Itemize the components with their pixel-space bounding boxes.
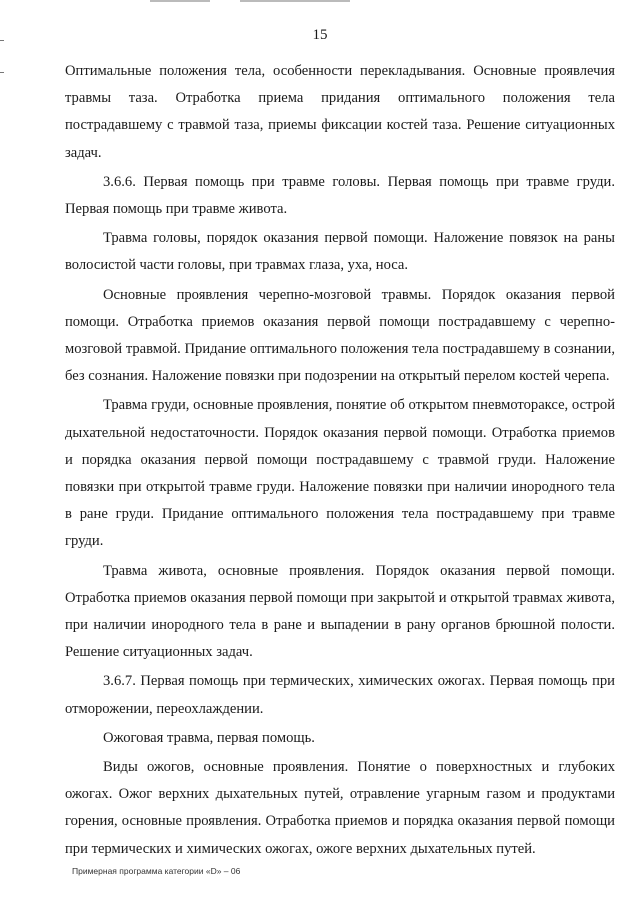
- body-text: [65, 58, 615, 865]
- paragraph: Основные проявления черепно-мозговой травмы. Порядок оказания первой помощи. Отработка приемов оказания первой помощи пострадавшему с черепно-мозговой травмой. Придание оптимального положения тела пострадавшему в сознании, без сознания. Наложение повязки при подозрении на открытый перелом костей черепа.: [65, 286, 615, 385]
- paragraph: Ожоговая травма, первая помощь.: [103, 729, 315, 746]
- paragraph: Оптимальные положения тела, особенности перекладывания. Основные проявлечия травмы таза. Отработка приема придания оптимального положения тела пострадавшему с травмой таза, приемы фиксации костей таза. Решение ситуационных задач.: [65, 63, 615, 161]
- paragraph: 3.6.7. Первая помощь при термических, химических ожогах. Первая помощь при отморожении, переохлаждении.: [65, 673, 615, 717]
- scan-artifact: [240, 0, 350, 2]
- footer-note: Примерная программа категории «D» – 06: [72, 866, 241, 876]
- paragraph: Травма головы, порядок оказания первой помощи. Наложение повязок на раны волосистой части головы, при травмах глаза, уха, носа.: [65, 230, 615, 274]
- page-number: 15: [312, 27, 328, 43]
- paragraph: Виды ожогов, основные проявления. Понятие о поверхностных и глубоких ожогах. Ожог верхних дыхательных путей, отравление угарным газом и продуктами горения, основные проявления. Отработка приемов и порядка оказания первой помощи при термических и химических ожогах, ожоге верхних дыхательных путей.: [65, 759, 615, 857]
- paragraph: Травма груди, основные проявления, понятие об открытом пневмотораксе, острой дыхательной недостаточности. Порядок оказания первой помощи. Отработка приемов и порядка оказания первой помощи пострадавшему с травмой груди. Наложение повязки при открытой травме груди. Наложение повязки при наличии инородного тела в ране груди. Придание оптимального положения тела пострадавшему при травме груди.: [65, 397, 615, 550]
- paragraph: Травма живота, основные проявления. Порядок оказания первой помощи. Отработка приемов оказания первой помощи при закрытой и открытой травмах живота, при наличии инородного тела в ране и выпадении в рану органов брюшной полости. Решение ситуационных задач.: [65, 562, 615, 661]
- scan-artifact: [0, 72, 4, 73]
- paragraph: 3.6.6. Первая помощь при травме головы. Первая помощь при травме груди. Первая помощь при травме живота.: [65, 173, 615, 218]
- scan-artifact: [150, 0, 210, 2]
